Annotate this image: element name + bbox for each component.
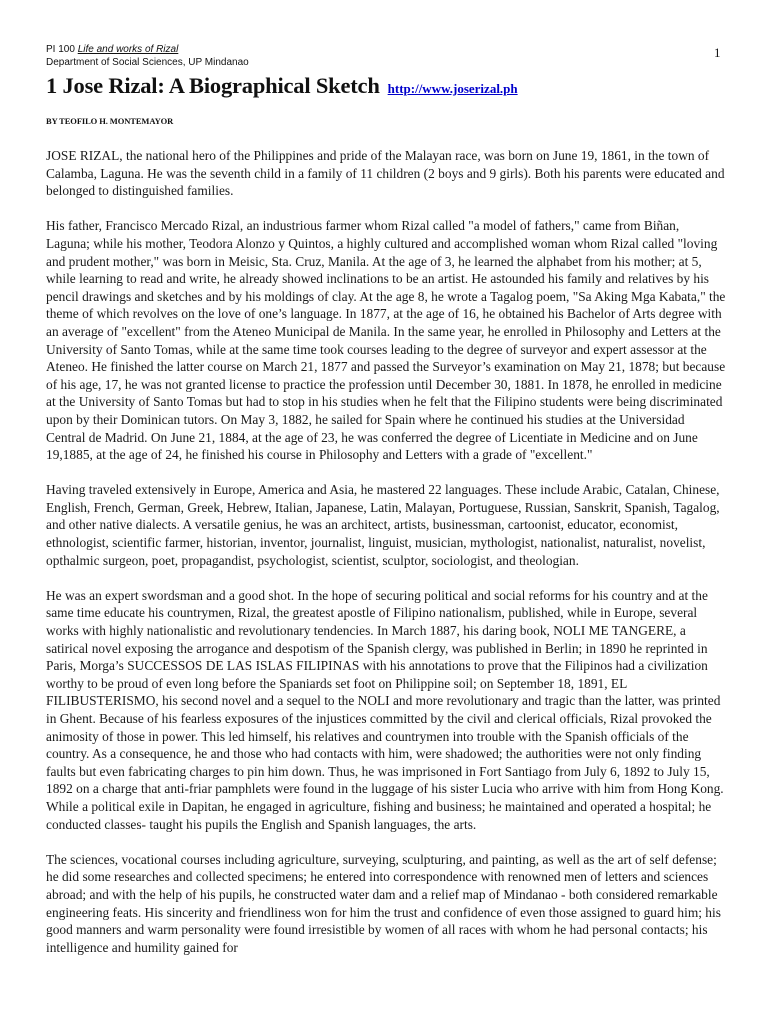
department-label: Department of Social Sciences, UP Mindanao xyxy=(46,57,249,68)
source-link[interactable]: http://www.joserizal.ph xyxy=(387,81,518,96)
paragraph-3: Having traveled extensively in Europe, America and Asia, he mastered 22 languages. These include Arabic, Catalan, Chinese, English, French, German, Greek, Hebrew, Italian, Japanese, Latin, Malayan, Portuguese, Russian, Sanskrit, Spanish, Tagalog, and other native dialects. A versatile genius, he was an architect, artists, businessman, cartoonist, educator, economist, ethnologist, scientific farmer, historian, inventor, journalist, linguist, musician, mythologist, nationalist, naturalist, novelist, opthalmic surgeon, poet, propagandist, psychologist, scientist, sculptor, sociologist, and theologian. xyxy=(46,482,720,568)
paragraph-5: The sciences, vocational courses including agriculture, surveying, sculpturing, and painting, as well as the art of self defense; he did some researches and collected specimens; he entered into correspondence with renowned men of letters and sciences abroad; and with the help of his pupils, he constructed water dam and a relief map of Mindanao - both considered remarkable engineering feats. His sincerity and friendliness won for him the trust and confidence of even those assigned to guard him; his good manners and warm personality were found irresistible by women of all races with whom he had personal contacts; his intelligence and humility gained for xyxy=(46,851,721,955)
course-title: Life and works of Rizal xyxy=(77,44,179,55)
paragraph-1: JOSE RIZAL, the national hero of the Philippines and pride of the Malayan race, was born on June 19, 1861, in the town of Calamba, Laguna. He was the seventh child in a family of 11 children (2 boys and 9 girls). Both his parents were educated and belonged to distinguished families. xyxy=(46,148,725,199)
article-body xyxy=(46,147,726,974)
byline: BY TEOFILO H. MONTEMAYOR xyxy=(46,116,174,126)
paragraph-4: He was an expert swordsman and a good shot. In the hope of securing political and social reforms for his country and at the same time educate his countrymen, Rizal, the greatest apostle of Filipino nationalism, published, while in Europe, several works with highly nationalistic and revolutionary tendencies. In March 1887, his daring book, NOLI ME TANGERE, a satirical novel exposing the arrogance and despotism of the Spanish clergy, was published in Berlin; in 1890 he reprinted in Paris, Morga’s SUCCESSOS DE LAS ISLAS FILIPINAS with his annotations to prove that the Filipinos had a civilization worthy to be proud of even long before the Spaniards set foot on Philippine soil; on September 18, 1891, EL FILIBUSTERISMO, his second novel and a sequel to the NOLI and more revolutionary and tragic than the latter, was printed in Ghent. Because of his fearless exposures of the injustices committed by the civil and clerical officials, Rizal provoked the animosity of those in power. This led himself, his relatives and countrymen into trouble with the Spanish officials of the country. As a consequence, he and those who had contacts with him, were shadowed; the authorities were not only finding faults but even fabricating charges to pin him down. Thus, he was imprisoned in Fort Santiago from July 6, 1892 to July 15, 1892 on a charge that anti-friar pamphlets were found in the luggage of his sister Lucia who arrive with him from Hong Kong. While a political exile in Dapitan, he engaged in agriculture, fishing and business; he maintained and operated a hospital; he conducted classes- taught his pupils the English and Spanish languages, the arts. xyxy=(46,587,724,832)
course-code: PI 100 xyxy=(46,44,75,55)
title-row xyxy=(46,73,518,99)
article-title: 1 Jose Rizal: A Biographical Sketch xyxy=(46,73,380,98)
paragraph-2: His father, Francisco Mercado Rizal, an industrious farmer whom Rizal called "a model of fathers," came from Biñan, Laguna; while his mother, Teodora Alonzo y Quintos, a highly cultured and accomplished woman whom Rizal called "loving and prudent mother," was born in Meisic, Sta. Cruz, Manila. At the age of 3, he learned the alphabet from his mother; at 5, while learning to read and write, he already showed inclinations to be an artist. He astounded his family and relatives by his pencil drawings and sketches and by his moldings of clay. At the age 8, he wrote a Tagalog poem, "Sa Aking Mga Kabata," the theme of which revolves on the love of one’s language. In 1877, at the age of 16, he obtained his Bachelor of Arts degree with an average of "excellent" from the Ateneo Municipal de Manila. In the same year, he enrolled in Philosophy and Letters at the University of Santo Tomas, while at the same time took courses leading to the degree of surveyor and expert assessor at the Ateneo. He finished the latter course on March 21, 1877 and passed the Surveyor’s examination on May 21, 1878; but because of his age, 17, he was not granted license to practice the profession until December 30, 1881. In 1878, he enrolled in medicine at the University of Santo Tomas but had to stop in his studies when he felt that the Filipino students were being discriminated upon by their Dominican tutors. On May 3, 1882, he sailed for Spain where he continued his studies at the Universidad Central de Madrid. On June 21, 1884, at the age of 23, he was conferred the degree of Licentiate in Medicine and on June 19,1885, at the age of 24, he finished his course in Philosophy and Letters with a grade of "excellent." xyxy=(46,218,726,463)
course-header xyxy=(46,44,178,56)
page-number: 1 xyxy=(714,45,721,60)
